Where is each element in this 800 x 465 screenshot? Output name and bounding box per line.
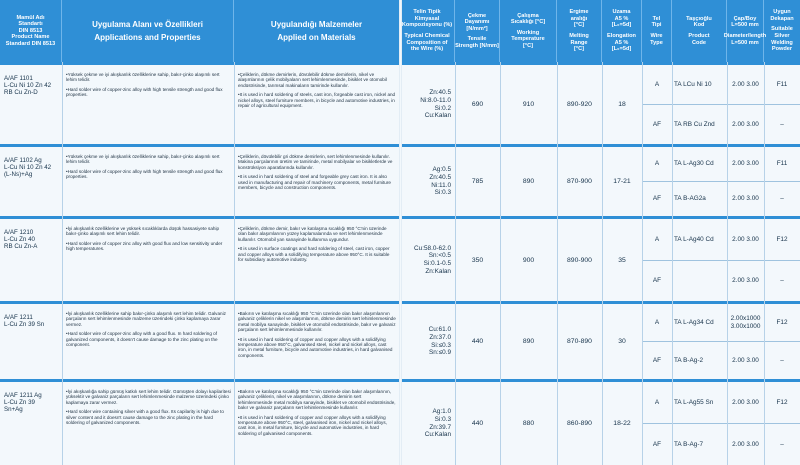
diameter-cell: 2.00 3.00 <box>732 356 759 364</box>
header-product-code: Taşçıoğlu Kod Product Code <box>672 0 727 62</box>
elongation-cell: 17-21 <box>613 178 631 185</box>
standard-cell: A/AF 1211 Ag L-Cu Zn 39 Sn+Ag <box>4 392 42 414</box>
column-divider <box>455 62 456 465</box>
product-code-cell: TA L-Ag55 Sn <box>674 398 714 406</box>
melting-range-cell: 860-890 <box>567 420 592 427</box>
flux-cell: – <box>780 277 784 285</box>
standard-cell: A/AF 1210 L-Cu Zn 40 RB Cu Zn-A <box>4 229 38 251</box>
diameter-cell: 2.00 3.00 <box>732 235 759 243</box>
product-code-cell: TA L-Ag40 Cd <box>674 235 714 243</box>
materials-cell: •Çeliklerin, dökme demir, bakır ve katılaşma sıcaklığı 950 °C'nin üzerinde olan bakır alaşımlarının yüzey kaplamalarında ve sert lehimlenmesinde kullanılır. Otomobil yan sanayinde kullanıma uygundur. •It is used in surface coatings and hard soldering of steel, cast iron, copper and copper alloys with a solidifying temperature above 950°C. It is suitable for subsidiary automotive industry. <box>238 226 390 263</box>
diameter-cell: 2.00 3.00 <box>732 277 759 285</box>
page-fold <box>399 0 402 465</box>
product-code-cell: TA LCu Ni 10 <box>674 80 712 88</box>
column-divider <box>500 62 501 465</box>
header-composition: Telin Tipik Kimyasal Kompozisyonu (%) Typical Chemical Composition of the Wire (%) <box>400 0 455 62</box>
product-code-cell: TA B-Ag-7 <box>674 440 704 448</box>
flux-cell: – <box>780 440 784 448</box>
product-code-cell: TA L-Ag30 Cd <box>674 160 714 168</box>
wire-type-cell: AF <box>652 195 662 203</box>
wire-type-cell: AF <box>652 356 662 364</box>
flux-cell: F11 <box>776 160 788 168</box>
wire-type-cell: A <box>654 318 660 326</box>
header-materials: Uygulandığı Malzemeler Applied on Materials <box>234 0 400 62</box>
column-divider <box>642 62 643 465</box>
tensile-cell: 690 <box>471 101 484 108</box>
standard-cell: A/AF 1102 Ag L-Cu Ni 10 Zn 42 (L-Ns)+Ag <box>4 157 52 179</box>
diameter-cell: 2.00 3.00 <box>732 398 759 406</box>
composition-cell: Cu:61.0 Zn:37.0 Si:≤0.3 Sn:≤0.9 <box>428 326 451 357</box>
applications-cell: •İyi akışkanlık özelliklerine sahip bakır-çinko alaşımlı sert lehim telidir. Galvaniz parçaların sert lehimlenmesinde malzeme üzerindeki çinko kaplamaya zarar vermez. •Hard solder wire of copper-zinc alloy with a good flux. In hard soldering of galvanized components, it doesn't cause damage to the zinc plating on the component. <box>66 311 226 348</box>
melting-range-cell: 870-900 <box>567 178 592 185</box>
flux-cell: F12 <box>776 318 788 326</box>
column-divider <box>234 62 235 465</box>
diameter-cell: 2.00x1000 3.00x1000 <box>730 315 761 330</box>
melting-range-cell: 890-920 <box>567 101 592 108</box>
wire-type-cell: A <box>654 235 660 243</box>
applications-cell: •Yüksek çekme ve iyi akışkanlık özelliklerine sahip, bakır-çinko alaşımlı sert lehim telidir. •Hard solder wire of copper-zinc alloy with high tensile strength and good flux properties. <box>66 72 223 98</box>
header-elongation: Uzama A5 % [L₀=5d] Elongation A5 % [L₀=5d] <box>602 0 642 62</box>
column-divider <box>672 62 673 465</box>
working-temp-cell: 900 <box>522 256 535 264</box>
working-temp-cell: 910 <box>522 101 535 108</box>
header-working-temp: Çalışma Sıcaklığı [°C] Working Temperature [°C] <box>500 0 557 62</box>
product-code-cell: TA L-Ag34 Cd <box>674 318 714 326</box>
column-divider <box>727 62 728 465</box>
tensile-cell: 440 <box>471 338 484 345</box>
header-melting-range: Ergime aralığı [°C] Melting Range [°C] <box>557 0 602 62</box>
header-standard: Mamül Adı Standartı DIN 8513 Product Name Standard DIN 8513 <box>0 0 62 62</box>
materials-cell: •Çeliklerin, dökme demirlerin, dövülebilir dökme demirlerin, nikel ve alaşımlarının çelik mobilyaların sert lehimlenmesinde, bisiklet ve otomobil endüstrisinde, tarımsal makinaların tamirinde kullanılır. •It is used in hard soldering of steels, cast iron, forgeable cast iron, nickel and nickel alloys, steel furniture members, in bicycle and automotive industries, in repair of agricultural equipment. <box>238 72 396 109</box>
product-code-cell <box>672 261 727 301</box>
product-code-cell: TA B-Ag-2 <box>674 356 704 364</box>
composition-cell: Ag:1.0 Si:0.3 Zn:39.7 Cu:Kalan <box>424 408 451 439</box>
flux-cell: – <box>780 120 784 128</box>
header-tensile: Çekme Dayanımı [N/mm²] Tensile Strength [N/mm] <box>455 0 500 62</box>
applications-cell: •Yüksek çekme ve iyi akışkanlık özelliklerine sahip, bakır-çinko alaşımlı sert lehim telidir. •Hard solder wire of copper-zinc alloy with high tensile strength and good flux properties. <box>66 154 223 180</box>
standard-cell: A/AF 1101 L-Cu Ni 10 Zn 42 RB Cu Zn-D <box>4 75 52 97</box>
diameter-cell: 2.00 3.00 <box>732 440 759 448</box>
diameter-cell: 2.00 3.00 <box>732 195 759 203</box>
diameter-cell: 2.00 3.00 <box>732 120 759 128</box>
product-code-cell: TA RB Cu Znd <box>674 120 715 128</box>
working-temp-cell: 890 <box>522 178 535 185</box>
column-divider <box>557 62 558 465</box>
wire-type-cell: AF <box>652 440 662 448</box>
wire-type-cell: A <box>654 398 660 406</box>
flux-cell: – <box>780 356 784 364</box>
wire-type-cell: AF <box>652 120 662 128</box>
composition-cell: Cu:58.0-62.0 Sn:<0.5 Si:0.1-0.5 Zn:Kalan <box>414 244 451 275</box>
header-flux: Uygun Dekapan Suitable Silver Welding Powder <box>770 9 794 53</box>
header-wire-type: Tel Tipi Wire Type <box>642 0 672 62</box>
elongation-cell: 30 <box>618 338 626 345</box>
applications-cell: •İyi akışkanlığa sahip gümüş katkılı sert lehim telidir. Gümüşten dolayı kapilaritesi yüksektir ve galvaniz parçaların sert lehimlenmesinde malzeme üzerindeki çinko kaplamaya zarar vermez. •Hard solder wire containing silver with a good flux. Its capilarity is high due to silver content and it doesn't cause damage to the zinc plating in the hard soldering of galvanized components. <box>66 389 231 426</box>
tensile-cell: 440 <box>471 420 484 427</box>
product-code-cell: TA B-AG2a <box>674 195 706 203</box>
header-diameter-length: Çap/Boy L=500 mm Diameter/length L=500 mm <box>727 0 764 62</box>
flux-cell: F12 <box>776 235 788 243</box>
materials-cell: •Bakırın ve katılaşma sıcaklığı 950 °C'nin üzerinde olan bakır alaşımlarının galvaniz çeliklerin nikel ve alaşımlarının, dökme demirin sert lehimlenmesinde metal mobilya sanayinde, bisiklet ve otomobil endüstrisinde, bakır ve galvaniz parçaların sert lehimlenmesinde kullanılır. •It is used in hard soldering of copper and copper alloys with a solidifying temperature above 950°C, galvanised steel, nickel and nickel alloys, cast iron, in metal furniture, bicycle and automotive industries, in hard galvanised components. <box>238 311 396 358</box>
column-divider <box>62 62 63 465</box>
composition-cell: Zn:40.5 Ni:8.0-11.0 Si:0.2 Cu:Kalan <box>420 89 451 120</box>
working-temp-cell: 890 <box>522 338 535 345</box>
melting-range-cell: 890-900 <box>567 256 592 264</box>
elongation-cell: 35 <box>618 256 626 264</box>
flux-cell: F12 <box>776 398 788 406</box>
elongation-cell: 18-22 <box>613 420 631 427</box>
applications-cell: •İyi akışkanlık özelliklerine ve yüksek sıcaklıklarda düşük hassasiyete sahip bakır-çinko alaşımlı sert lehim telidir. •Hard solder wire of copper zinc alloy with good flux and low sensitivity under high temperatures. <box>66 226 223 252</box>
melting-range-cell: 870-890 <box>567 338 592 345</box>
flux-cell: F11 <box>776 80 788 88</box>
wire-type-cell: AF <box>652 277 662 285</box>
materials-cell: •Çeliklerin, dövülebilir gri dökme demirlerin, sert lehimlenmesinde kullanılır. Makina parçalarının üretim ve tamirinde, metal mobilyalar ve bisikletlerde ve konstrüksiyon aparatlarında kullanılır. •It is used in hard soldering of steel and forgeable grey cast iron. It is also used in manufacturing and repair of machinery components, metal furniture members, bicycle and construction components. <box>238 154 393 191</box>
elongation-cell: 18 <box>618 101 626 108</box>
header-applications: Uygulama Alanı ve Özellikleri Applications and Properties <box>62 0 234 62</box>
tensile-cell: 785 <box>471 178 484 185</box>
wire-type-cell: A <box>654 160 660 168</box>
materials-cell: •Bakırın ve katılaşma sıcaklığı 950 °C'nin üzerinde olan bakır alaşımlarının, galvaniz çeliklerin, nikel ve alaşımlarının, dökme demirin sert lehimlenmesinde metal mobilya sanayinde, bisiklet ve otomobil endüstrisinde, bakır ve galvaniz parçaların sert lehimlenmesinde kullanılır. •It is used in hard soldering of copper and copper alloys with a solidifying temperature above 950°C, steel, galvanised iron, nickel and nickel alloys, cast iron, in metal furniture, bicycle and automotive industries, in hard soldering of galvanised components. <box>238 389 396 436</box>
standard-cell: A/AF 1211 L-Cu Zn 39 Sn <box>4 314 45 329</box>
diameter-cell: 2.00 3.00 <box>732 80 759 88</box>
tensile-cell: 350 <box>471 256 484 264</box>
working-temp-cell: 880 <box>522 420 535 427</box>
column-divider <box>764 62 765 465</box>
column-divider <box>602 62 603 465</box>
wire-type-cell: A <box>654 80 660 88</box>
flux-cell: – <box>780 195 784 203</box>
composition-cell: Ag:0.5 Zn:40.5 Ni:11.0 Si:0.3 <box>429 166 451 197</box>
diameter-cell: 2.00 3.00 <box>732 160 759 168</box>
